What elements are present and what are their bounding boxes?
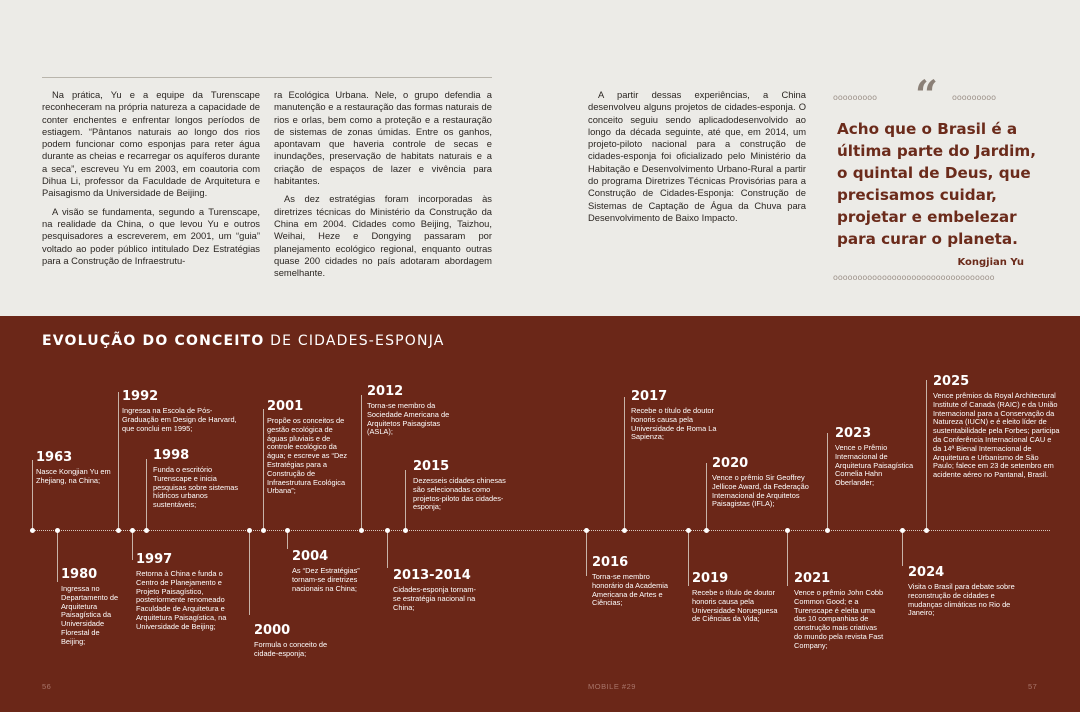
timeline-event bbox=[712, 456, 824, 509]
timeline-dot bbox=[261, 528, 266, 533]
timeline-section bbox=[0, 316, 1080, 712]
stem bbox=[706, 463, 707, 530]
stem bbox=[387, 530, 388, 568]
timeline-dot bbox=[30, 528, 35, 533]
quote-author: Kongjian Yu bbox=[957, 257, 1024, 268]
timeline-event bbox=[136, 552, 234, 632]
quote-ornament-left: ooooooooo bbox=[833, 93, 878, 102]
event-text: Vence prêmios da Royal Architectural Institute of Canada (RAIC) e da União Internacional para a Conservação da Natureza (IUCN) e é eleito líder de sustentabilidade pela Forbes; participa da Conferência Internacional CAU e da 14ª Bienal Internacional de Arquitetura e Urbanismo de São Paulo; falece em 23 de setembro em acidente aéreo no Pantanal, Brasil. bbox=[933, 391, 1060, 480]
event-text: Torna-se membro da Sociedade Americana de Arquitetos Paisagistas (ASLA); bbox=[367, 401, 450, 437]
event-year: 2000 bbox=[254, 623, 291, 638]
event-year: 1963 bbox=[36, 450, 73, 465]
timeline-event bbox=[122, 389, 240, 433]
article-section bbox=[0, 0, 1080, 316]
timeline-event bbox=[933, 374, 1061, 480]
timeline-dot bbox=[55, 528, 60, 533]
timeline-event bbox=[267, 399, 353, 496]
quote-mark-icon: “ bbox=[915, 72, 939, 119]
event-year: 2023 bbox=[835, 426, 872, 441]
event-text: Formula o conceito de cidade-esponja; bbox=[254, 640, 328, 658]
stem bbox=[787, 530, 788, 586]
paragraph: A visão se fundamenta, segundo a Turenscape, na realidade da China, o que levou Yu e outros pesquisadores a escreverem, em 2001, um “guia” voltado ao poder público intitulado Dez Estratégias para a Construção de Infraestrutu- bbox=[42, 205, 260, 266]
article-column-2 bbox=[274, 89, 492, 279]
event-year: 2024 bbox=[908, 565, 945, 580]
event-text: Dezesseis cidades chinesas são selecionadas como projetos-piloto das cidades-esponja; bbox=[413, 476, 506, 512]
event-text: Ingressa na Escola de Pós-Graduação em Design de Harvard, que conclui em 1995; bbox=[122, 406, 237, 433]
timeline-dot bbox=[130, 528, 135, 533]
event-text: Cidades-esponja tornam-se estratégia nacional na China; bbox=[393, 585, 476, 612]
timeline-dot bbox=[385, 528, 390, 533]
timeline-dot bbox=[900, 528, 905, 533]
timeline-dot bbox=[247, 528, 252, 533]
timeline-event bbox=[393, 568, 483, 612]
event-year: 2012 bbox=[367, 384, 404, 399]
timeline-event bbox=[61, 567, 121, 647]
event-year: 2019 bbox=[692, 571, 729, 586]
event-text: Retorna à China e funda o Centro de Planejamento e Projeto Paisagístico, posteriormente renomeado Faculdade de Arquitetura e Arquitetura Paisagística, na Universidade de Beijing; bbox=[136, 569, 227, 631]
stem bbox=[688, 530, 689, 586]
event-year: 2013-2014 bbox=[393, 568, 471, 583]
stem bbox=[586, 530, 587, 576]
event-year: 2001 bbox=[267, 399, 304, 414]
event-year: 1998 bbox=[153, 448, 190, 463]
event-text: Vence o Prêmio Internacional de Arquitetura Paisagística Cornelia Hahn Oberlander; bbox=[835, 443, 914, 488]
timeline-dot bbox=[785, 528, 790, 533]
stem bbox=[926, 380, 927, 530]
stem bbox=[263, 409, 264, 530]
event-text: Recebe o título de doutor honoris causa pela Universidade Norueguesa de Ciências da Vida; bbox=[692, 588, 778, 624]
top-rule bbox=[42, 77, 492, 78]
event-year: 2025 bbox=[933, 374, 970, 389]
stem bbox=[146, 459, 147, 530]
timeline-dot bbox=[704, 528, 709, 533]
timeline-dot bbox=[359, 528, 364, 533]
timeline-event bbox=[367, 384, 457, 437]
timeline-dot bbox=[686, 528, 691, 533]
stem bbox=[405, 470, 406, 530]
stem bbox=[118, 392, 119, 530]
event-text: Visita o Brasil para debate sobre reconstrução de cidades e mudanças climáticas no Rio de Janeiro; bbox=[908, 582, 1015, 618]
event-text: Nasce Kongjian Yu em Zhejiang, na China; bbox=[36, 467, 111, 485]
stem bbox=[361, 395, 362, 530]
event-year: 2016 bbox=[592, 555, 629, 570]
stem bbox=[902, 530, 903, 566]
timeline-dot bbox=[403, 528, 408, 533]
timeline-dot bbox=[622, 528, 627, 533]
event-text: Torna-se membro honorário da Academia Americana de Artes e Ciências; bbox=[592, 572, 669, 608]
timeline-event bbox=[908, 565, 1028, 618]
timeline-dot bbox=[924, 528, 929, 533]
paragraph: A partir dessas experiências, a China desenvolveu alguns projetos de cidades-esponja. O conceito seguiu sendo aplicadodesenvolvido ao longo da década seguinte, até que, em 2014, um projeto-piloto nacional para a construção de cidades-esponja foi oficializado pelo Ministério da Habitação e Desenvolvimento Urbano-Rural a partir do programa Diretrizes Técnicas Provisórias para a Construção de Cidades-Esponja: Construção de Sistemas de Captação de Água da Chuva para Desenvolvimento de Baixo Impacto. bbox=[588, 89, 806, 223]
event-text: As “Dez Estratégias” tornam-se diretrizes nacionais na China; bbox=[292, 566, 360, 593]
quote-ornament-right: ooooooooo bbox=[952, 93, 997, 102]
timeline-dot bbox=[116, 528, 121, 533]
timeline-dot bbox=[825, 528, 830, 533]
event-text: Vence o prêmio Sir Geoffrey Jellicoe Award, da Federação Internacional de Arquitetos Paisagistas (IFLA); bbox=[712, 473, 809, 509]
event-year: 2015 bbox=[413, 459, 450, 474]
event-year: 1980 bbox=[61, 567, 98, 582]
timeline-axis bbox=[30, 530, 1050, 531]
timeline-event bbox=[592, 555, 678, 608]
timeline-event bbox=[413, 459, 517, 512]
stem bbox=[827, 433, 828, 530]
timeline-dot bbox=[144, 528, 149, 533]
timeline-event bbox=[631, 389, 717, 442]
event-year: 1997 bbox=[136, 552, 173, 567]
timeline-event bbox=[254, 623, 336, 659]
event-year: 1992 bbox=[122, 389, 159, 404]
event-text: Ingressa no Departamento de Arquitetura Paisagística da Universidade Florestal de Beijing; bbox=[61, 584, 119, 646]
stem bbox=[32, 460, 33, 530]
quote-ornament-bottom: ooooooooooooooooooooooooooooooooo bbox=[833, 273, 995, 282]
stem bbox=[132, 530, 133, 560]
event-year: 2017 bbox=[631, 389, 668, 404]
timeline-dot bbox=[584, 528, 589, 533]
article-column-1 bbox=[42, 89, 260, 267]
paragraph: Na prática, Yu e a equipe da Turenscape reconheceram na própria natureza a capacidade de conter enchentes e enfrentar longos períodos de estiagem. “Pântanos naturais ao longo dos rios podem funcionar como esponjas para reter água durante as cheias e recarregar os aquíferos durante a seca”, escreveu Yu em 2003, em coautoria com Dihua Li, professor da Faculdade de Arquitetura e Paisagismo da Universidade de Beijing. bbox=[42, 89, 260, 199]
timeline-dot bbox=[285, 528, 290, 533]
paragraph: ra Ecológica Urbana. Nele, o grupo defendia a manutenção e a restauração das formas naturais de rios e orlas, bem como a proteção e a restauração de sistemas de zonas úmidas. Entre os ganhos, apontavam que haveria controle de secas e inundações, preservação de habitats naturais e a criação de espaços de lazer e vivência para habitantes. bbox=[274, 89, 492, 187]
paragraph: As dez estratégias foram incorporadas às diretrizes técnicas do Ministério da Construção da China em 2004. Cidades como Beijing, Taizhou, Weihai, Heze e Dongying passaram por planejamento ecológico regional, enquanto outras quase 200 cidades no país adotaram abordagem semelhante. bbox=[274, 193, 492, 279]
page-number-right: 57 bbox=[1028, 682, 1038, 691]
page-number-left: 56 bbox=[42, 682, 52, 691]
event-text: Propõe os conceitos de gestão ecológica de águas pluviais e de controle ecológico da água; e escreve as “Dez Estratégias para a Construção de Infraestrutura Ecológica Urbana”; bbox=[267, 416, 348, 496]
timeline-event bbox=[835, 426, 923, 488]
timeline-title-bold: EVOLUÇÃO DO CONCEITO bbox=[42, 333, 265, 349]
timeline-event bbox=[692, 571, 778, 624]
pull-quote: Acho que o Brasil é a última parte do Jardim, o quintal de Deus, que precisamos cuidar, projetar e embelezar para curar o planeta. bbox=[837, 120, 1036, 248]
event-year: 2021 bbox=[794, 571, 831, 586]
stem bbox=[249, 530, 250, 615]
article-column-3 bbox=[588, 89, 806, 224]
event-year: 2004 bbox=[292, 549, 329, 564]
timeline-event bbox=[36, 450, 112, 486]
event-year: 2020 bbox=[712, 456, 749, 471]
event-text: Recebe o título de doutor honoris causa pela Universidade de Roma La Sapienza; bbox=[631, 406, 717, 442]
event-text: Vence o prêmio John Cobb Common Good; e a Turenscape é eleita uma das 10 companhias de construção mais criativas do mundo pela revista Fast Company; bbox=[794, 588, 884, 650]
stem bbox=[57, 530, 58, 582]
timeline-title-light: DE CIDADES-ESPONJA bbox=[270, 333, 445, 349]
timeline-event bbox=[153, 448, 247, 510]
magazine-folio: MOBILE #29 bbox=[588, 682, 636, 691]
event-text: Funda o escritório Turenscape e inicia pesquisas sobre sistemas hídricos urbanos sustentáveis; bbox=[153, 465, 239, 510]
timeline-title bbox=[42, 333, 445, 349]
stem bbox=[624, 397, 625, 530]
timeline-event bbox=[794, 571, 886, 651]
timeline-event bbox=[292, 549, 376, 593]
